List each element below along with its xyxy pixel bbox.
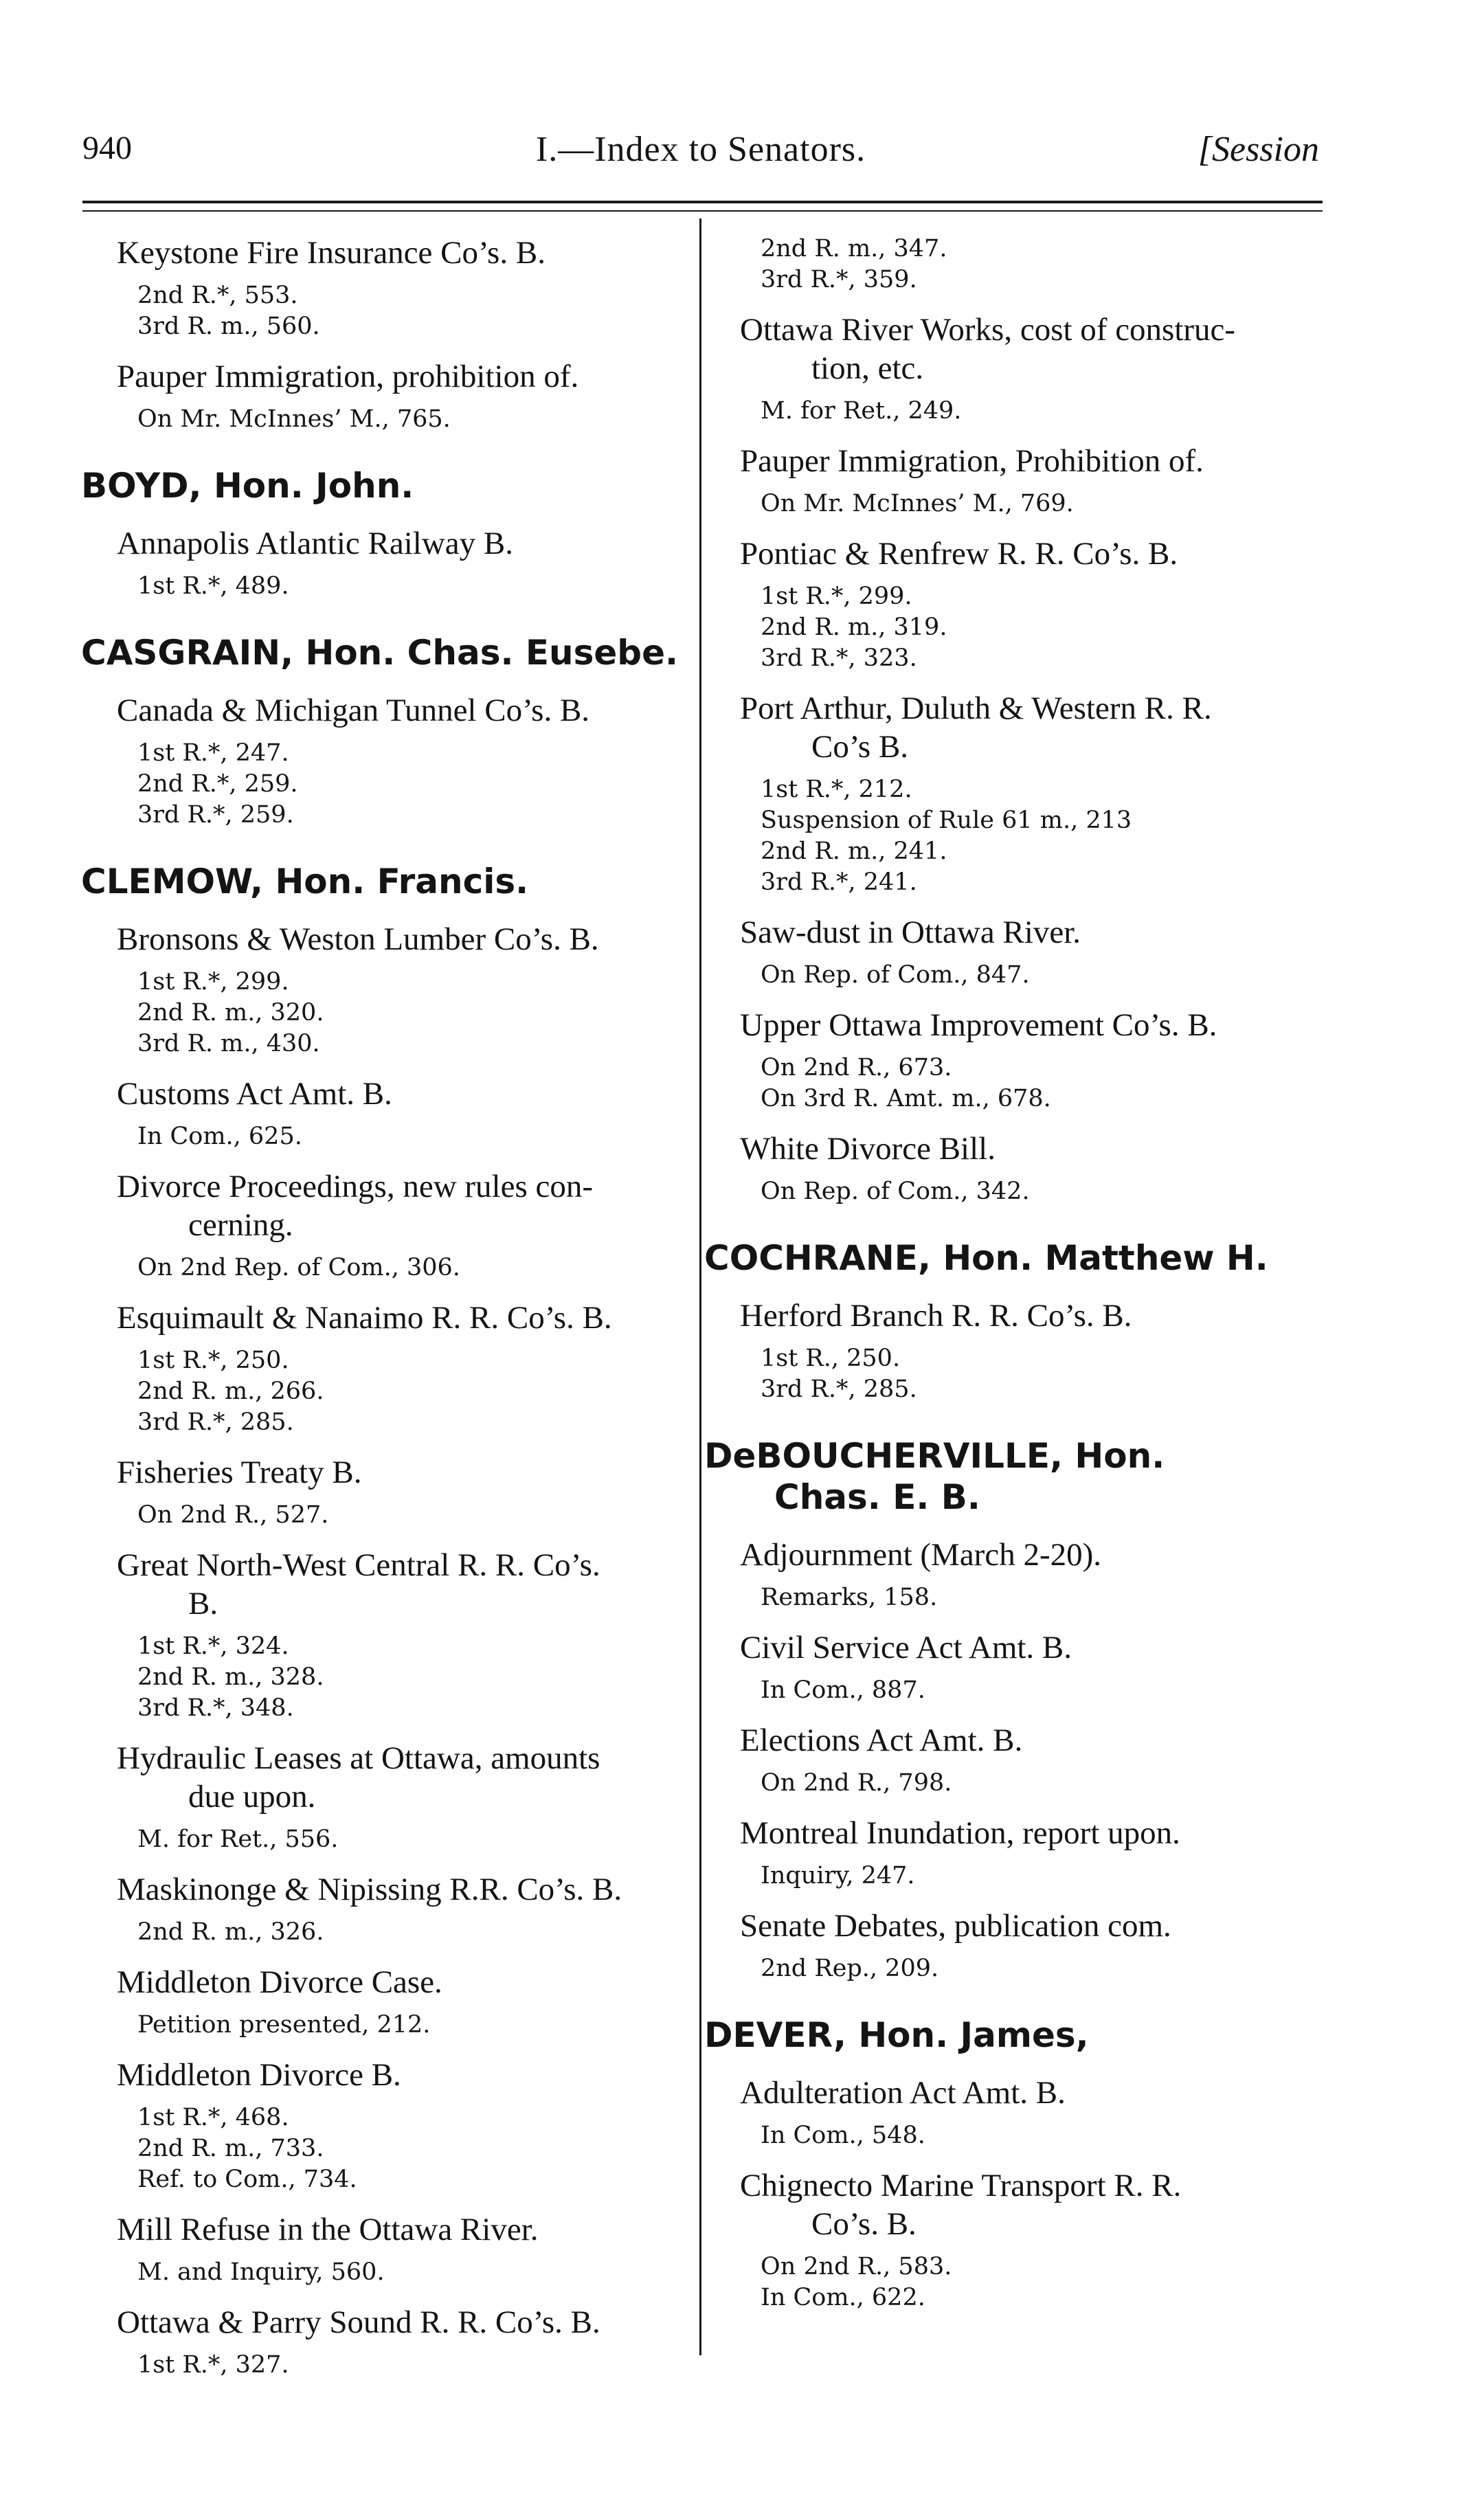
entry-reference: 1st R.*, 299.	[137, 968, 289, 996]
entry-reference: 1st R.*, 250.	[137, 1347, 289, 1374]
entry-reference: In Com., 625.	[137, 1123, 302, 1150]
index-entry	[704, 535, 1323, 674]
index-entry	[81, 2210, 699, 2288]
entry-title	[81, 1299, 699, 1337]
entry-title	[704, 1297, 1323, 1335]
left-column	[81, 234, 699, 2396]
entry-title-text: Saw-dust in Ottawa River.	[740, 914, 1081, 950]
entry-title-text: White Divorce Bill.	[740, 1131, 996, 1167]
senator-heading	[704, 2014, 1323, 2056]
entry-reference: 3rd R.*, 348.	[137, 1694, 294, 1722]
header-rule	[82, 201, 1323, 203]
index-entry	[81, 357, 699, 435]
page-title: I.—Index to Senators.	[535, 130, 866, 169]
entry-reference: 2nd R. m., 319.	[761, 614, 947, 641]
entry-reference: On 2nd Rep. of Com., 306.	[137, 1254, 460, 1281]
entry-title-text: Mill Refuse in the Ottawa River.	[117, 2212, 539, 2247]
entry-reference: On 2nd R., 527.	[137, 1501, 329, 1529]
entry-reference: In Com., 887.	[761, 1676, 925, 1704]
entry-reference: 2nd R. m., 320.	[137, 999, 324, 1026]
column-divider	[699, 218, 701, 2355]
entry-reference: 1st R.*, 327.	[137, 2351, 289, 2379]
right-column	[704, 234, 1323, 2328]
index-entry	[81, 1453, 699, 1531]
entry-title-text: Maskinonge & Nipissing R.R. Co’s. B.	[117, 1872, 622, 1907]
entry-title	[704, 689, 1323, 766]
index-entry	[81, 1299, 699, 1438]
entry-title-text: Canada & Michigan Tunnel Co’s. B.	[117, 693, 590, 728]
entry-title-text: Bronsons & Weston Lumber Co’s. B.	[117, 921, 599, 957]
senator-name: DEVER, Hon. James,	[704, 2015, 1089, 2055]
entry-title-text: Elections Act Amt. B.	[740, 1722, 1023, 1758]
header-rule-thin	[82, 210, 1323, 212]
index-entry	[704, 1130, 1323, 1207]
entry-title	[704, 1130, 1323, 1168]
entry-title	[81, 1546, 699, 1623]
entry-reference: 3rd R.*, 359.	[761, 266, 917, 293]
entry-reference: 1st R.*, 324.	[137, 1632, 289, 1660]
senator-heading	[704, 1237, 1323, 1279]
entry-title-continued: Co’s. B.	[811, 2206, 917, 2242]
entry-reference: 1st R.*, 299.	[761, 583, 912, 610]
entry-reference: 3rd R. m., 560.	[137, 313, 320, 340]
entry-title	[81, 691, 699, 730]
entry-reference: 3rd R.*, 285.	[761, 1376, 917, 1403]
index-entry	[81, 1963, 699, 2041]
entry-title-text: Middleton Divorce Case.	[117, 1964, 442, 2000]
entry-reference: On Rep. of Com., 342.	[761, 1178, 1030, 1205]
entry-reference: 2nd R. m., 733.	[137, 2135, 324, 2162]
entry-reference: 3rd R.*, 323.	[761, 644, 917, 672]
senator-heading	[81, 861, 699, 902]
entry-title	[81, 2303, 699, 2342]
index-entry	[81, 1167, 699, 1283]
entry-reference: M. for Ret., 556.	[137, 1826, 339, 1853]
index-entry	[704, 913, 1323, 991]
entry-title	[704, 311, 1323, 388]
entry-title-text: Esquimault & Nanaimo R. R. Co’s. B.	[117, 1300, 612, 1336]
entry-title	[704, 1006, 1323, 1044]
senator-heading	[81, 632, 699, 673]
entry-title	[81, 234, 699, 272]
entry-title-text: Chignecto Marine Transport R. R.	[740, 2168, 1182, 2203]
index-entry	[704, 234, 1323, 295]
entry-title-text: Keystone Fire Insurance Co’s. B.	[117, 235, 546, 271]
index-entry	[81, 1870, 699, 1948]
index-entry	[704, 2074, 1323, 2151]
entry-title-text: Adulteration Act Amt. B.	[740, 2075, 1066, 2111]
entry-reference: On 3rd R. Amt. m., 678.	[761, 1085, 1051, 1112]
entry-reference: In Com., 548.	[761, 2122, 925, 2149]
index-entry	[704, 2166, 1323, 2313]
entry-title	[81, 920, 699, 958]
entry-reference: On Mr. McInnes’ M., 769.	[761, 490, 1074, 517]
senator-name-continued: Chas. E. B.	[774, 1477, 980, 1517]
index-entry	[704, 1814, 1323, 1892]
entry-reference: On Rep. of Com., 847.	[761, 961, 1030, 989]
entry-title	[704, 913, 1323, 952]
entry-reference: Ref. to Com., 734.	[137, 2166, 357, 2193]
entry-title-text: Herford Branch R. R. Co’s. B.	[740, 1298, 1132, 1334]
index-entry	[704, 1907, 1323, 1984]
session-label: [Session	[1198, 130, 1319, 169]
entry-reference: On Mr. McInnes’ M., 765.	[137, 405, 451, 433]
index-entry	[81, 2056, 699, 2195]
entry-reference: 1st R.*, 489.	[137, 572, 289, 600]
entry-title	[81, 2210, 699, 2249]
entry-title-text: Customs Act Amt. B.	[117, 1076, 392, 1112]
entry-reference: 1st R.*, 212.	[761, 776, 912, 803]
entry-reference: 2nd R. m., 266.	[137, 1378, 324, 1405]
entry-reference: 2nd R. m., 241.	[761, 838, 947, 865]
entry-title-text: Adjournment (March 2-20).	[740, 1537, 1101, 1573]
entry-title-text: Senate Debates, publication com.	[740, 1908, 1171, 1944]
index-entry	[81, 2303, 699, 2381]
entry-reference: 2nd R. m., 328.	[137, 1663, 324, 1691]
entry-reference: Petition presented, 212.	[137, 2011, 431, 2039]
entry-reference: 3rd R.*, 259.	[137, 801, 294, 829]
index-entry	[81, 920, 699, 1059]
entry-reference: 2nd Rep., 209.	[761, 1955, 939, 1982]
index-entry	[81, 1075, 699, 1152]
entry-title	[81, 1453, 699, 1492]
index-entry	[81, 234, 699, 342]
page-header	[82, 110, 1319, 172]
entry-title	[704, 1907, 1323, 1945]
entry-title-text: Ottawa & Parry Sound R. R. Co’s. B.	[117, 2304, 600, 2340]
entry-title-text: Fisheries Treaty B.	[117, 1455, 362, 1490]
senator-name: CLEMOW, Hon. Francis.	[81, 862, 529, 901]
entry-reference: 3rd R.*, 285.	[137, 1408, 294, 1436]
entry-reference: On 2nd R., 798.	[761, 1769, 952, 1797]
entry-title	[704, 1628, 1323, 1667]
entry-title-text: Pauper Immigration, prohibition of.	[117, 359, 579, 394]
entry-title	[704, 1536, 1323, 1574]
entry-title-continued: tion, etc.	[811, 350, 924, 386]
index-entry	[704, 1721, 1323, 1799]
entry-reference: 2nd R.*, 259.	[137, 770, 298, 798]
entry-title-continued: cerning.	[188, 1207, 293, 1243]
entry-title	[81, 1870, 699, 1909]
entry-title	[81, 1739, 699, 1816]
entry-title	[704, 442, 1323, 480]
senator-name: DeBOUCHERVILLE, Hon.	[704, 1436, 1165, 1476]
entry-title-text: Civil Service Act Amt. B.	[740, 1630, 1072, 1665]
entry-title	[81, 2056, 699, 2094]
senator-name: COCHRANE, Hon. Matthew H.	[704, 1238, 1268, 1278]
index-entry	[81, 1546, 699, 1724]
entry-reference: 2nd R. m., 347.	[761, 235, 947, 262]
entry-title-text: Hydraulic Leases at Ottawa, amounts	[117, 1740, 600, 1776]
index-entry	[704, 1536, 1323, 1613]
entry-reference: On 2nd R., 583.	[761, 2253, 952, 2280]
entry-title-text: Divorce Proceedings, new rules con-	[117, 1169, 594, 1204]
senator-name: CASGRAIN, Hon. Chas. Eusebe.	[81, 633, 678, 673]
entry-title-text: Great North-West Central R. R. Co’s.	[117, 1547, 600, 1583]
entry-title-text: Annapolis Atlantic Railway B.	[117, 526, 513, 561]
index-entry	[81, 1739, 699, 1855]
senator-heading	[81, 465, 699, 506]
entry-title	[81, 357, 699, 396]
index-entry	[81, 524, 699, 602]
entry-title-text: Port Arthur, Duluth & Western R. R.	[740, 691, 1212, 726]
entry-reference: M. and Inquiry, 560.	[137, 2258, 385, 2286]
entry-reference: On 2nd R., 673.	[761, 1054, 952, 1081]
index-entry	[704, 311, 1323, 427]
page-number: 940	[82, 130, 132, 166]
entry-title-text: Middleton Divorce B.	[117, 2057, 401, 2093]
entry-reference: 3rd R. m., 430.	[137, 1030, 320, 1057]
entry-title-text: Montreal Inundation, report upon.	[740, 1815, 1180, 1851]
entry-title	[81, 524, 699, 563]
entry-title-text: Ottawa River Works, cost of construc-	[740, 312, 1236, 348]
index-entry	[704, 1006, 1323, 1114]
entry-reference: 1st R.*, 247.	[137, 739, 289, 767]
entry-reference: 1st R., 250.	[761, 1345, 901, 1372]
entry-reference: 2nd R. m., 326.	[137, 1918, 324, 1946]
entry-title-text: Pontiac & Renfrew R. R. Co’s. B.	[740, 536, 1178, 572]
entry-title	[81, 1075, 699, 1113]
entry-title-text: Upper Ottawa Improvement Co’s. B.	[740, 1007, 1217, 1043]
entry-reference: In Com., 622.	[761, 2284, 925, 2311]
entry-reference: Remarks, 158.	[761, 1584, 938, 1611]
index-entry	[704, 1628, 1323, 1706]
senator-name: BOYD, Hon. John.	[81, 466, 414, 506]
senator-heading	[704, 1435, 1323, 1518]
entry-title	[704, 1721, 1323, 1760]
index-entry	[704, 689, 1323, 898]
entry-title	[704, 1814, 1323, 1852]
entry-title-continued: Co’s B.	[811, 729, 909, 765]
entry-title	[704, 535, 1323, 573]
entry-reference: Inquiry, 247.	[761, 1862, 915, 1889]
entry-title-continued: B.	[188, 1586, 218, 1621]
entry-title	[704, 2074, 1323, 2112]
index-entry	[704, 442, 1323, 519]
entry-reference: 3rd R.*, 241.	[761, 868, 917, 896]
index-entry	[704, 1297, 1323, 1405]
entry-reference: M. for Ret., 249.	[761, 397, 962, 425]
entry-reference: 2nd R.*, 553.	[137, 282, 298, 309]
entry-title	[81, 1167, 699, 1244]
entry-title-text: Pauper Immigration, Prohibition of.	[740, 443, 1204, 479]
index-entry	[81, 691, 699, 831]
entry-reference: Suspension of Rule 61 m., 213	[761, 807, 1132, 834]
entry-reference: 1st R.*, 468.	[137, 2104, 289, 2131]
entry-title-continued: due upon.	[188, 1779, 316, 1815]
entry-title	[704, 2166, 1323, 2243]
entry-title	[81, 1963, 699, 2001]
